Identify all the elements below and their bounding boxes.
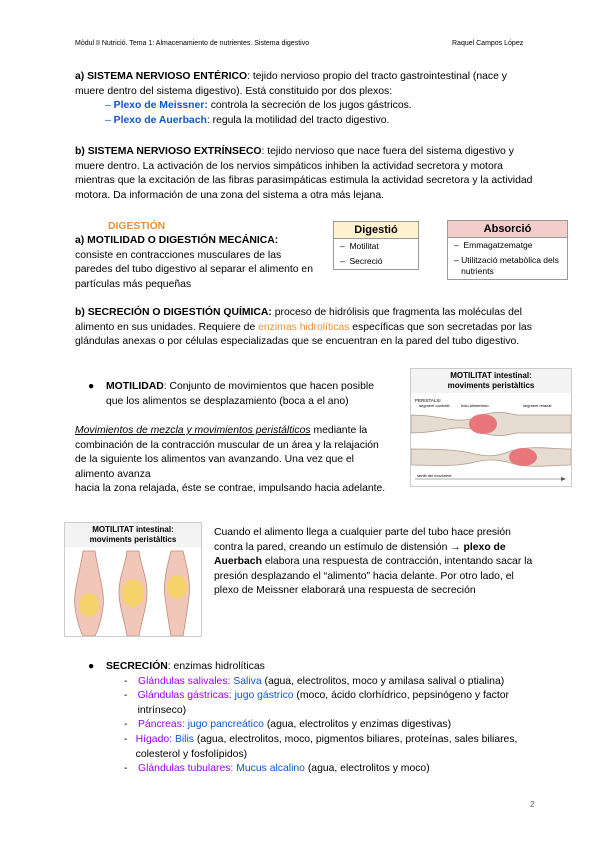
- table-absorcio: [447, 220, 568, 280]
- table-absorcio-row: – Utilització metabòlica dels nutrients: [454, 255, 559, 276]
- table-digestio-row: – Motilitat: [340, 241, 379, 251]
- secrecion-item: - Glándulas salivales: Saliva (agua, electrolitos, moco y amilasa salival o ptialina): [124, 675, 505, 687]
- section-mezcla: Movimientos de mezcla y movimientos peristálticos mediante la combinación de la contracción muscular de un área y la relajación de la siguiente los alimentos van avanzando. Una vez que el alimento avanza hacia la zona relajada, éste se contrae, impulsando hacia adelante.: [75, 425, 386, 495]
- bullet-icon: ●: [88, 381, 95, 392]
- label-bolo: bolo alimenticio: [461, 403, 489, 408]
- plexo-name: Plexo de Meissner:: [113, 100, 208, 112]
- section-mecanica: [75, 234, 320, 292]
- figure-title: MOTILITAT intestinal: moviments peristàltics: [65, 523, 201, 547]
- section-mecanica-text: consiste en contracciones musculares de las paredes del tubo digestivo al separar el alimento en partículas más pequeñas: [75, 249, 313, 290]
- section-enterico-text: : tejido nervioso propio del tracto gastrointestinal (nace y muere dentro del sistema digestivo). Está constituido por dos plexos:: [75, 71, 507, 97]
- table-digestio-row: – Secreció: [340, 256, 383, 266]
- tube-3: [164, 551, 189, 636]
- header-left: Mòdul II Nutrició. Tema 1: Almacenamiento de nutrientes. Sistema digestivo: [75, 40, 310, 47]
- secrecion-item: - Glándulas tubulares: Mucus alcalino (agua, electrolitos y moco): [124, 763, 430, 775]
- table-digestio-title: Digestió: [334, 222, 418, 239]
- label-contractil: segment contràtil: [419, 403, 450, 408]
- motilidad-label: MOTILIDAD: [106, 381, 164, 392]
- section-extrinseco-text: : tejido nervioso que nace fuera del sistema digestivo y muere dentro. La activación de los nervios simpáticos inhiben la actividad secretora y motora mientras que la excitación de las fibras parasimpáticas estimula la actividad secretora y la actividad motora. Da información de una zona del sistema a otra más lejana.: [75, 146, 533, 201]
- section-enterico: [75, 70, 535, 128]
- secrecion-item: - Glándulas gástricas: jugo gástrico (moco, ácido clorhídrico, pepsinógeno y factor intrínseco): [124, 690, 509, 716]
- tube-2: [119, 551, 147, 636]
- secrecion-item: - Páncreas: jugo pancreático (agua, electrolitos y enzimas digestivas): [124, 719, 452, 731]
- digestion-heading: DIGESTIÓN: [108, 221, 166, 232]
- peristalsis-figure: [410, 368, 572, 487]
- section-mecanica-title: a) MOTILIDAD O DIGESTIÓN MECÁNICA:: [75, 235, 279, 246]
- label-relaxat: segment relaxat: [523, 403, 552, 408]
- secrecion-bullet: ● SECRECIÓN: enzimas hidrolíticas - Glándulas salivales: Saliva (agua, electrolitos, moco y amilasa salival o ptialina) - Glándulas gástricas: jugo gástrico (moco, ácido clorhídrico, pepsinógeno y factor intrínseco) - Páncreas: jugo pancreático (agua, electrolitos y enzimas digestivas) - Hígado: Bilis (agua, electrolitos, moco, pigmentos biliares, proteínas, sales biliares, colesterol y fosfolípidos) - Glándulas tubulares: Mucus alcalino (agua, electrolitos y moco): [88, 660, 548, 777]
- header-right: Raquel Campos López: [452, 40, 524, 47]
- peristalsis-figure-2: [64, 522, 202, 637]
- peristalsis-tubes-diagram: [65, 547, 201, 636]
- section-presion: Cuando el alimento llega a cualquier parte del tubo hace presión contra la pared, creando un estímulo de distensión → plexo de Auerbach elabora una respuesta de contracción, intentando sacar la presión desplazando el “alimento” hacia delante. Por otro lado, el plexo de Meissner elaborará una respuesta de secreción: [214, 527, 533, 597]
- table-absorcio-row: – Emmagatzematge: [454, 240, 533, 250]
- section-quimica-title: b) SECRECIÓN O DIGESTIÓN QUÍMICA:: [75, 307, 272, 318]
- secrecion-item: - Hígado: Bilis (agua, electrolitos, moco, pigmentos biliares, proteínas, sales biliares, colesterol y fosfolípidos): [124, 733, 518, 760]
- plexo-name: Plexo de Auerbach: [113, 114, 207, 126]
- label-sentit: sentit del moviment: [417, 473, 452, 478]
- label-peristalsi: PERISTALSI: [415, 398, 441, 403]
- figure-title: MOTILITAT intestinal: moviments peristàltics: [411, 369, 571, 393]
- plexo-item: – Plexo de Auerbach: regula la motilidad del tracto digestivo.: [105, 114, 390, 126]
- section-extrinseco: [75, 145, 535, 203]
- mezcla-title: Movimientos de mezcla y movimientos peristálticos: [75, 425, 311, 436]
- page-number: 2: [530, 800, 535, 809]
- section-extrinseco-title: b) SISTEMA NERVIOSO EXTRÍNSECO: [75, 146, 262, 157]
- bullet-icon: ●: [88, 661, 95, 672]
- table-digestio: [333, 221, 419, 270]
- presion-bold: plexo de Auerbach: [214, 541, 506, 568]
- section-quimica: b) SECRECIÓN O DIGESTIÓN QUÍMICA: proceso de hidrólisis que fragmenta las moléculas del alimento en sus unidades. Requiere de enzimas hidrolíticas específicas que son secretadas por las glándulas anexas o por células especializadas que se encuentran en la pared del tubo digestivo.: [75, 307, 532, 348]
- motilidad-bullet: ● MOTILIDAD: Conjunto de movimientos que hacen posible que los alimentos se desplazamiento (boca a el ano): [88, 380, 393, 409]
- peristalsis-diagram: [411, 393, 571, 486]
- plexo-item: – Plexo de Meissner: controla la secreción de los jugos gástricos.: [105, 100, 412, 112]
- enzimas-highlight: enzimas hidrolíticas: [258, 321, 350, 333]
- secrecion-label: SECRECIÓN: [106, 661, 168, 672]
- tube-1: [75, 551, 104, 636]
- section-enterico-title: a) SISTEMA NERVIOSO ENTÉRICO: [75, 71, 248, 82]
- table-absorcio-title: Absorció: [448, 221, 567, 238]
